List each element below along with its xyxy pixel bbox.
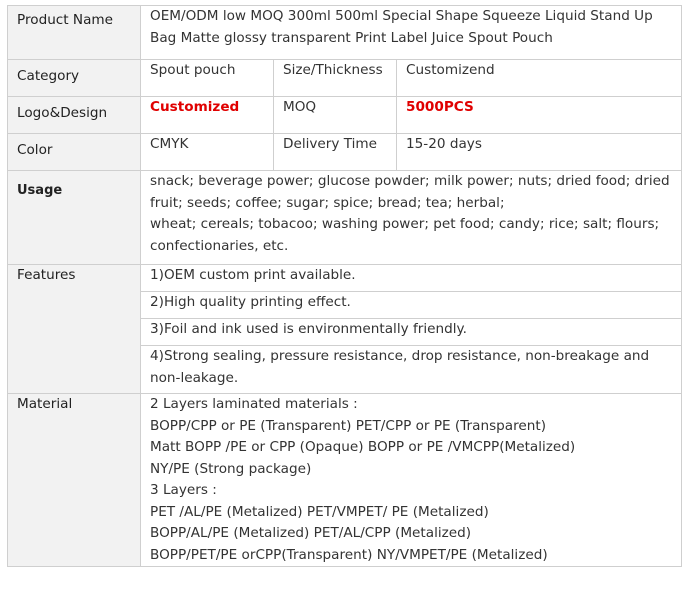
material-line: BOPP/AL/PE (Metalized) PET/AL/CPP (Metalized) [150, 525, 472, 541]
delivery-label: Delivery Time [274, 134, 397, 171]
usage-line: wheat; cereals; tobacoo; washing power; pet food; candy; rice; salt; flours; confectionaries, etc. [150, 216, 660, 254]
product-spec-table [7, 5, 682, 567]
material-row [8, 394, 682, 567]
features-row [8, 265, 682, 292]
logo-row [8, 97, 682, 134]
material-line: BOPP/CPP or PE (Transparent) PET/CPP or PE (Transparent) [150, 417, 547, 434]
color-value: CMYK [141, 134, 274, 171]
feature-item: 4)Strong sealing, pressure resistance, drop resistance, non-breakage and non-leakage. [141, 346, 682, 394]
feature-item: 1)OEM custom print available. [141, 265, 682, 292]
delivery-value: 15-20 days [397, 134, 682, 171]
usage-line: snack; beverage power; glucose powder; milk power; nuts; dried food; dried fruit; seeds; coffee; sugar; spice; bread; tea; herbal; [150, 173, 670, 211]
material-value [141, 394, 682, 567]
color-row [8, 134, 682, 171]
feature-item: 3)Foil and ink used is environmentally friendly. [141, 319, 682, 346]
category-value: Spout pouch [141, 60, 274, 97]
usage-value [141, 171, 682, 265]
moq-value: 5000PCS [397, 97, 682, 134]
logo-value: Customized [141, 97, 274, 134]
material-line: BOPP/PET/PE orCPP(Transparent) NY/VMPET/PE (Metalized) [150, 546, 548, 563]
material-line: PET /AL/PE (Metalized) PET/VMPET/ PE (Metalized) [150, 503, 489, 520]
feature-item: 2)High quality printing effect. [141, 292, 682, 319]
category-row [8, 60, 682, 97]
material-line: 3 Layers : [150, 482, 217, 498]
size-value: Customizend [397, 60, 682, 97]
product-name-label: Product Name [8, 6, 141, 60]
logo-label: Logo&Design [8, 97, 141, 134]
material-line: NY/PE (Strong package) [150, 460, 312, 477]
size-label: Size/Thickness [274, 60, 397, 97]
material-label: Material [8, 394, 141, 567]
product-name-value: OEM/ODM low MOQ 300ml 500ml Special Shape Squeeze Liquid Stand Up Bag Matte glossy transparent Print Label Juice Spout Pouch [141, 6, 682, 60]
product-name-row [8, 6, 682, 60]
category-label: Category [8, 60, 141, 97]
material-line: Matt BOPP /PE or CPP (Opaque) BOPP or PE /VMCPP(Metalized) [150, 439, 576, 455]
color-label: Color [8, 134, 141, 171]
moq-label: MOQ [274, 97, 397, 134]
features-label: Features [8, 265, 141, 394]
usage-row [8, 171, 682, 265]
usage-label: Usage [8, 171, 141, 265]
material-line: 2 Layers laminated materials : [150, 396, 358, 412]
